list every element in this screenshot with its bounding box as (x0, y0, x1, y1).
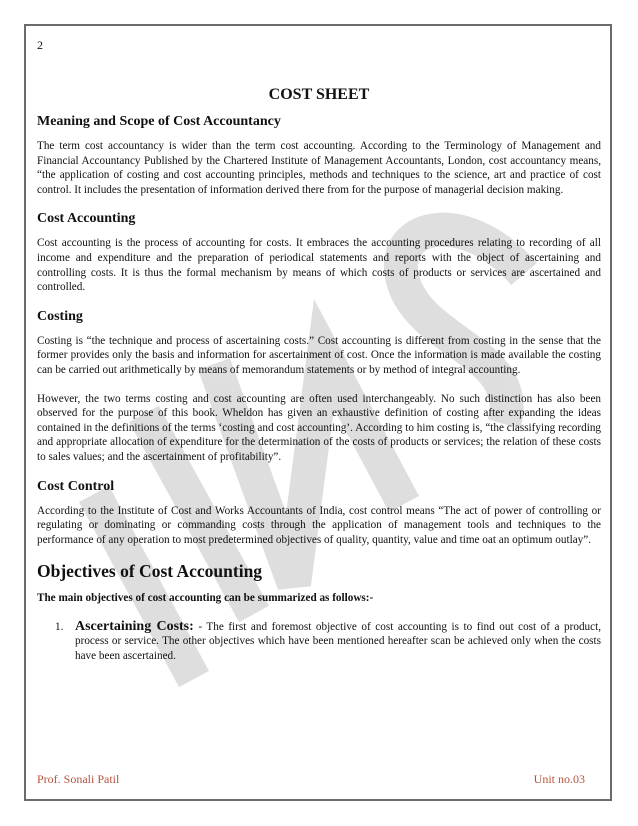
section-heading: Meaning and Scope of Cost Accountancy (37, 114, 281, 129)
footer-author: Prof. Sonali Patil (37, 772, 120, 786)
paragraph: According to the Institute of Cost and Works Accountants of India, cost control means “The act of power of controlling or regulating or dominating or commanding costs through the application of management tools and techniques to the performance of any operation to most predetermined objectives of quality, quantity, value and time oat an optimum outlay”. (37, 504, 601, 546)
list-item-text: - The first and foremost objective of cost accounting is to find out cost of a product, process or service. The other objectives which have been mentioned hereafter scan be achieved only when the costs have been ascertained. (75, 620, 602, 663)
list-item-number: 1. (55, 620, 64, 633)
section-heading: Costing (37, 308, 83, 324)
list-item-body (75, 620, 601, 664)
objectives-heading: Objectives of Cost Accounting (37, 561, 263, 582)
paragraph: The term cost accountancy is wider than the term cost accounting. According to the Terminology of Management and Financial Accountancy Published by the Chartered Institute of Management Accountants, London, cost accountancy means, “the application of costing and cost accounting principles, methods and techniques to the science, art and practice of cost control. It includes the presentation of information derived there from for the purpose of managerial decision making. (37, 140, 601, 196)
section-heading: Cost Control (37, 478, 115, 494)
list-item (37, 620, 601, 664)
document-body (37, 86, 601, 664)
paragraph: Cost accounting is the process of accounting for costs. It embraces the accounting procedures relating to recording of all income and expenditure and the preparation of periodical statements and reports with the object of ascertaining and controlling costs. It is thus the formal mechanism by means of which costs of products or services are ascertained and controlled. (37, 237, 601, 294)
footer-unit: Unit no.03 (533, 772, 585, 786)
paragraph: However, the two terms costing and cost accounting are often used interchangeably. No such distinction has also been observed for the purpose of this book. Wheldon has given an exhaustive definition of costing after expanding the ideas contained in the definitions of the terms ‘costing and cost accounting’. According to him costing is, “the classifying recording and appropriate allocation of expenditure for the determination of the costs of products or services; the relation of these costs to sales values; and the ascertainment of profitability”. (37, 392, 601, 463)
page-number: 2 (37, 38, 43, 52)
section-heading: Cost Accounting (37, 211, 136, 227)
objectives-lead: The main objectives of cost accounting can be summarized as follows:- (37, 592, 374, 605)
list-item-term: Ascertaining Costs: (75, 618, 194, 634)
page-title: COST SHEET (268, 86, 370, 103)
paragraph: Costing is “the technique and process of ascertaining costs.” Cost accounting is different from costing in the sense that the former provides only the basis and information for ascertainment of cost. Once the information is made available the costing can be carried out arithmetically by means of memorandum statements or by method of integral accounting. (37, 334, 601, 376)
